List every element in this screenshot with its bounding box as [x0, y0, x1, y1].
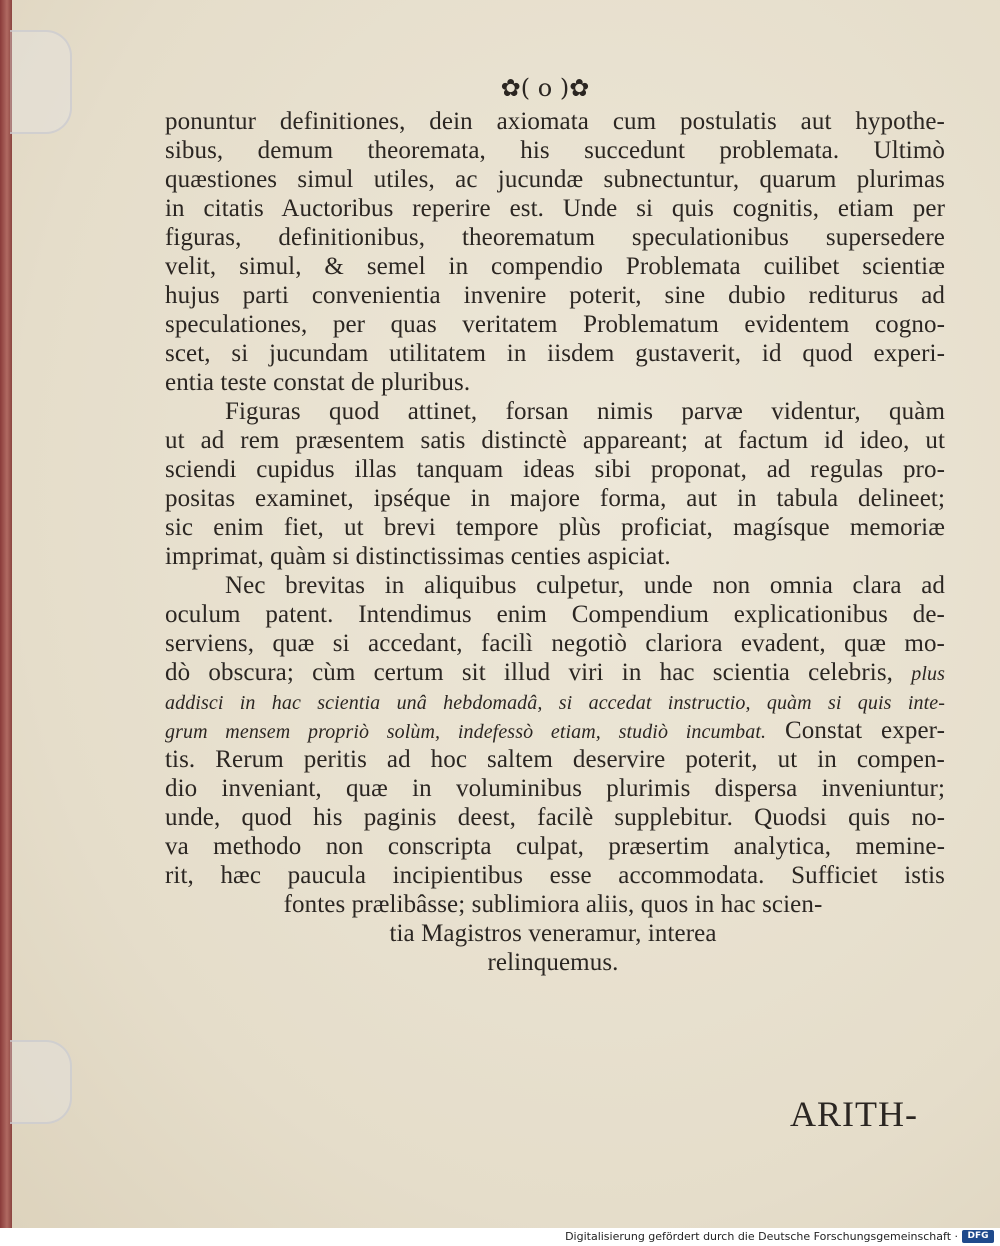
text-line: relinquemus. — [487, 949, 619, 976]
text-line: velit, simul, & semel in compendio Problemata cuilibet scientiæ — [165, 253, 945, 280]
text-line: positas examinet, ipséque in majore forma, aut in tabula delineet; — [165, 485, 945, 512]
text-line: oculum patent. Intendimus enim Compendium explicationibus de- — [165, 601, 945, 628]
footer-credit: Digitalisierung gefördert durch die Deutsche Forschungsgemeinschaft · — [565, 1230, 958, 1243]
text-italic: plus — [911, 663, 945, 685]
text-line: dio inveniant, quæ in voluminibus plurimis dispersa inveniuntur; — [165, 775, 945, 802]
text-italic: grum mensem propriò solùm, indefessò etiam, studiò incumbat. — [165, 721, 767, 743]
text-line: speculationes, per quas veritatem Problematum evidentem cogno- — [165, 311, 945, 338]
text-line: unde, quod his paginis deest, facilè supplebitur. Quodsi quis no- — [165, 804, 945, 831]
text-line: fontes prælibâsse; sublimiora aliis, quos in hac scien- — [283, 891, 823, 918]
text-roman: Constat exper- — [785, 717, 945, 744]
text-line: tia Magistros veneramur, interea — [389, 920, 717, 947]
body-text — [165, 107, 945, 977]
digitization-footer — [0, 1228, 1000, 1246]
page-clip-top — [10, 30, 72, 134]
text-line: va methodo non conscripta culpat, præsertim analytica, memine- — [165, 833, 945, 860]
text-line: Figuras quod attinet, forsan nimis parvæ videntur, quàm — [225, 398, 945, 425]
text-line: ut ad rem præsentem satis distinctè appareant; at factum id ideo, ut — [165, 427, 945, 454]
text-line: sic enim fiet, ut brevi tempore plùs proficiat, magísque memoriæ — [165, 514, 945, 541]
text-line: hujus parti convenientia invenire poterit, sine dubio rediturus ad — [165, 282, 945, 309]
text-line: figuras, definitionibus, theorematum speculationibus supersedere — [165, 224, 945, 251]
text-italic: addisci in hac scientia unâ hebdomadâ, si accedat instructio, quàm si quis inte- — [165, 692, 945, 714]
text-line: imprimat, quàm si distinctissimas centies aspiciat. — [165, 543, 671, 570]
text-line — [165, 687, 945, 716]
text-line: ponuntur definitiones, dein axiomata cum postulatis aut hypothe- — [165, 108, 945, 135]
text-line — [165, 658, 945, 687]
text-line: quæstiones simul utiles, ac jucundæ subnectuntur, quarum plurimas — [165, 166, 945, 193]
text-line: serviens, quæ si accedant, facilì negotiò clariora evadent, quæ mo- — [165, 630, 945, 657]
text-line: scet, si jucundam utilitatem in iisdem gustaverit, id quod experi- — [165, 340, 945, 367]
catchword: ARITH- — [790, 1094, 918, 1134]
text-line: tis. Rerum peritis ad hoc saltem deservire poterit, ut in compen- — [165, 746, 945, 773]
text-roman: dò obscura; cùm certum sit illud viri in hac scientia celebris, — [165, 659, 894, 686]
text-line: sciendi cupidus illas tanquam ideas sibi proponat, ad regulas pro- — [165, 456, 945, 483]
text-line: rit, hæc paucula incipientibus esse accommodata. Sufficiet istis — [165, 862, 945, 889]
text-line — [165, 716, 945, 745]
text-line: sibus, demum theoremata, his succedunt problemata. Ultimò — [165, 137, 945, 164]
page-header-ornament: ✿( o )✿ — [500, 74, 590, 102]
text-line: Nec brevitas in aliquibus culpetur, unde non omnia clara ad — [225, 572, 945, 599]
dfg-logo-icon: DFG — [962, 1230, 994, 1243]
text-line: in citatis Auctoribus reperire est. Unde si quis cognitis, etiam per — [165, 195, 945, 222]
page-clip-bottom — [10, 1040, 72, 1124]
text-line: entia teste constat de pluribus. — [165, 369, 471, 396]
